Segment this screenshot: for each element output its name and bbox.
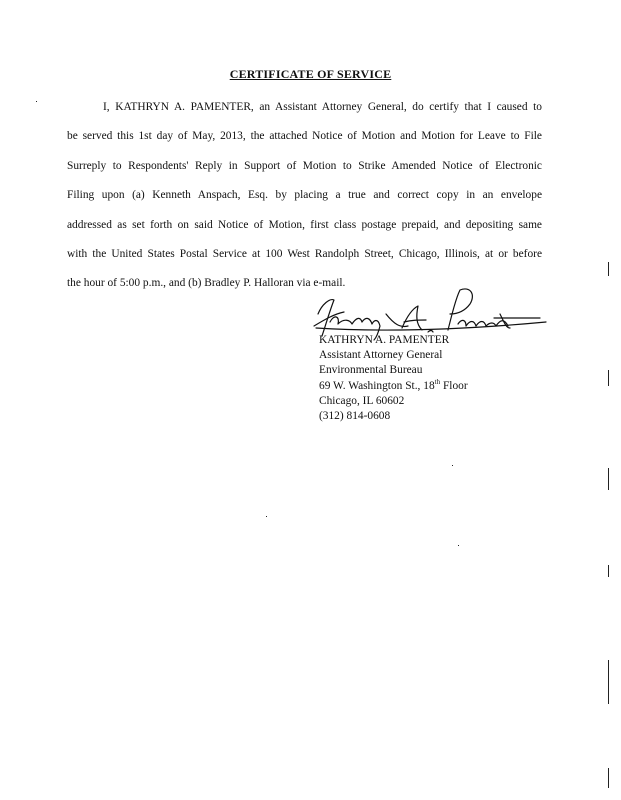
scan-artifact — [608, 262, 609, 276]
body-line-3: Surreply to Respondents' Reply in Support of Motion to Strike Amended Notice of Electronic — [67, 159, 542, 172]
body-line-4: Filing upon (a) Kenneth Anspach, Esq. by placing a true and correct copy in an envelope — [67, 189, 542, 202]
certificate-body — [67, 93, 542, 299]
signature-block — [319, 333, 468, 424]
signer-position: Assistant Attorney General — [319, 349, 443, 362]
scan-artifact — [608, 768, 609, 788]
scan-artifact — [266, 516, 267, 517]
signer-address — [319, 379, 468, 394]
scan-artifact — [608, 370, 609, 386]
address-street: 69 W. Washington St., 18 — [319, 379, 435, 392]
body-line-5: addressed as set forth on said Notice of Motion, first class postage prepaid, and depositing same — [67, 218, 542, 231]
scan-artifact — [452, 465, 453, 466]
body-line-2: be served this 1st day of May, 2013, the attached Notice of Motion and Motion for Leave to File — [67, 130, 542, 143]
signer-phone: (312) 814-0608 — [319, 410, 391, 423]
body-line-7: the hour of 5:00 p.m., and (b) Bradley P. Halloran via e-mail. — [67, 277, 346, 290]
scan-artifact — [608, 660, 609, 704]
address-floor: Floor — [440, 379, 468, 392]
scan-artifact — [608, 565, 609, 577]
signer-name: KATHRYN A. PAMENTER — [319, 334, 450, 346]
address-ordinal: th — [434, 377, 441, 386]
body-line-1: I, KATHRYN A. PAMENTER, an Assistant Attorney General, do certify that I caused to — [103, 101, 542, 113]
signer-city: Chicago, IL 60602 — [319, 394, 405, 407]
signer-bureau: Environmental Bureau — [319, 364, 423, 377]
scan-artifact — [608, 468, 609, 490]
document-title: CERTIFICATE OF SERVICE — [229, 67, 392, 81]
scan-artifact — [458, 545, 459, 546]
body-line-6: with the United States Postal Service at 100 West Randolph Street, Chicago, Illinois, at or before — [67, 248, 542, 261]
scan-artifact — [36, 101, 37, 102]
